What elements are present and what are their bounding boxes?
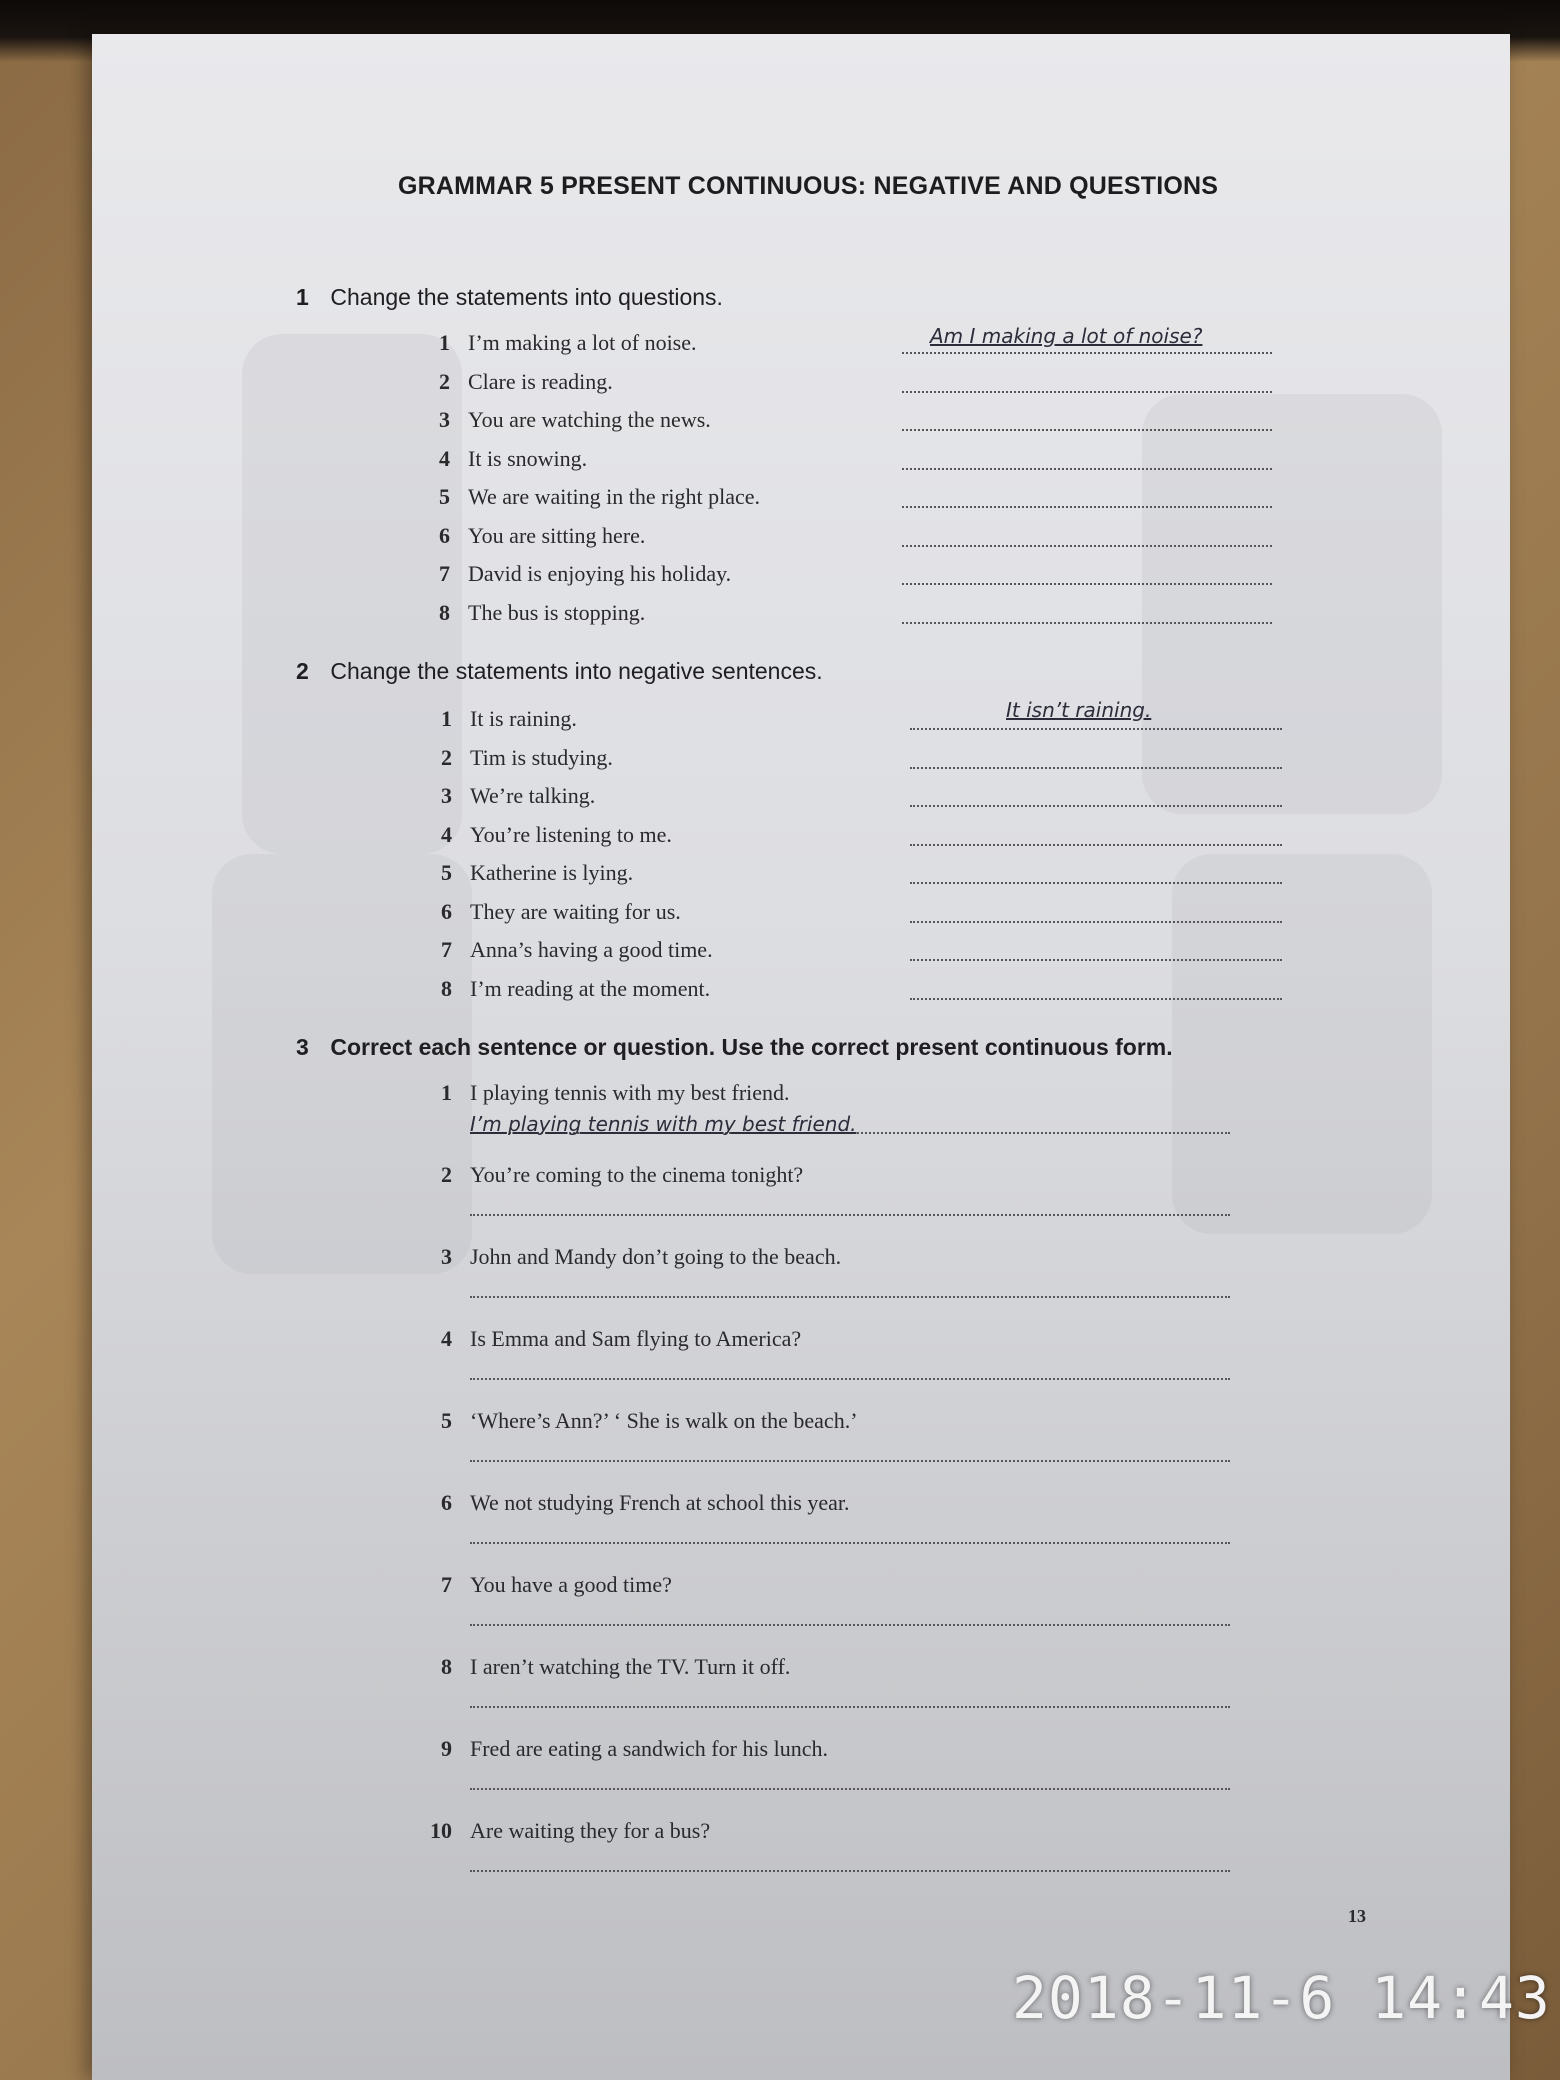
handwritten-answer: Am I making a lot of noise? <box>930 324 1203 348</box>
bleed-through-illustration <box>1142 394 1442 814</box>
answer-line[interactable] <box>470 1460 1230 1462</box>
item-number: 3 <box>441 1244 452 1269</box>
item-number: 5 <box>441 1408 452 1433</box>
item-number: 7 <box>439 561 450 586</box>
item-statement: We not studying French at school this year. <box>470 1490 850 1515</box>
item-number: 6 <box>439 522 450 548</box>
page-title: GRAMMAR 5 PRESENT CONTINUOUS: NEGATIVE AND QUESTIONS <box>398 172 1219 200</box>
page-number: 13 <box>1348 1906 1366 1926</box>
answer-line[interactable] <box>470 1378 1230 1380</box>
item-number: 7 <box>441 937 452 962</box>
section-instruction: Correct each sentence or question. Use the correct present continuous form. <box>330 1034 1173 1060</box>
item-number: 3 <box>439 407 450 432</box>
item-number: 8 <box>441 975 452 1001</box>
item-statement: Tim is studying. <box>470 744 613 770</box>
answer-line[interactable] <box>910 882 1282 884</box>
item-number: 8 <box>441 1654 452 1679</box>
answer-line[interactable] <box>902 622 1272 624</box>
item-number: 4 <box>439 445 450 471</box>
item-number: 4 <box>441 1326 452 1351</box>
item-statement: We are waiting in the right place. <box>468 484 761 509</box>
item-statement: Are waiting they for a bus? <box>470 1818 711 1843</box>
item-statement: You’re coming to the cinema tonight? <box>470 1162 804 1187</box>
answer-line[interactable] <box>910 998 1282 1000</box>
item-statement: You are watching the news. <box>468 407 711 432</box>
item-statement: You’re listening to me. <box>470 821 672 847</box>
section-number: 2 <box>296 658 309 684</box>
section-instruction: Change the statements into questions. <box>330 284 723 310</box>
item-statement: The bus is stopping. <box>468 599 646 625</box>
item-statement: It is snowing. <box>468 445 588 471</box>
answer-line[interactable] <box>470 1214 1230 1216</box>
item-number: 8 <box>439 599 450 625</box>
item-number: 2 <box>441 1162 452 1187</box>
item-statement: David is enjoying his holiday. <box>468 561 732 586</box>
item-statement: Anna’s having a good time. <box>470 937 713 962</box>
answer-line[interactable] <box>470 1788 1230 1790</box>
item-statement: I playing tennis with my best friend. <box>470 1080 790 1105</box>
section-number: 1 <box>296 284 309 310</box>
item-statement: Fred are eating a sandwich for his lunch. <box>470 1736 828 1761</box>
item-statement: I aren’t watching the TV. Turn it off. <box>470 1654 791 1679</box>
answer-line[interactable] <box>902 391 1272 393</box>
item-statement: They are waiting for us. <box>470 898 681 924</box>
section-3-heading <box>296 1034 1396 1061</box>
item-number: 1 <box>441 1080 452 1105</box>
item-number: 6 <box>441 898 452 924</box>
answer-line[interactable] <box>902 506 1272 508</box>
item-statement: You are sitting here. <box>468 522 646 548</box>
section-2-heading <box>296 658 1396 685</box>
answer-line[interactable] <box>910 767 1282 769</box>
item-number: 3 <box>441 783 452 808</box>
answer-line[interactable] <box>902 429 1272 431</box>
answer-line[interactable] <box>470 1542 1230 1544</box>
answer-line[interactable] <box>470 1624 1230 1626</box>
item-statement: Clare is reading. <box>468 368 613 394</box>
item-statement: Is Emma and Sam flying to America? <box>470 1326 802 1351</box>
answer-line[interactable] <box>910 805 1282 807</box>
answer-line[interactable] <box>910 844 1282 846</box>
handwritten-answer: It isn’t raining. <box>1006 698 1152 722</box>
item-number: 2 <box>439 368 450 394</box>
item-number: 6 <box>441 1490 452 1515</box>
answer-line[interactable] <box>470 1870 1230 1872</box>
item-statement: I’m making a lot of noise. <box>468 330 697 355</box>
item-number: 5 <box>441 860 452 885</box>
answer-line[interactable] <box>902 583 1272 585</box>
section-instruction: Change the statements into negative sentences. <box>330 658 823 684</box>
answer-line[interactable] <box>910 959 1282 961</box>
item-number: 7 <box>441 1572 452 1597</box>
item-number: 1 <box>441 706 452 731</box>
item-number: 2 <box>441 744 452 770</box>
answer-line[interactable] <box>470 1706 1230 1708</box>
handwritten-answer: I’m playing tennis with my best friend. <box>470 1112 857 1136</box>
item-statement: ‘Where’s Ann?’ ‘ She is walk on the beach.’ <box>470 1408 858 1433</box>
section-number: 3 <box>296 1034 309 1060</box>
section-1-heading <box>296 284 1396 311</box>
item-statement: Katherine is lying. <box>470 860 634 885</box>
item-number: 1 <box>439 330 450 355</box>
item-number: 10 <box>430 1818 452 1843</box>
item-number: 9 <box>441 1736 452 1761</box>
item-number: 4 <box>441 821 452 847</box>
item-statement: We’re talking. <box>470 783 596 808</box>
answer-line[interactable] <box>470 1296 1230 1298</box>
answer-line[interactable] <box>910 728 1282 730</box>
item-statement: You have a good time? <box>470 1572 672 1597</box>
item-number: 5 <box>439 484 450 509</box>
answer-line[interactable] <box>902 352 1272 354</box>
answer-line[interactable] <box>902 545 1272 547</box>
item-statement: I’m reading at the moment. <box>470 975 711 1001</box>
item-statement: John and Mandy don’t going to the beach. <box>470 1244 842 1269</box>
answer-line[interactable] <box>910 921 1282 923</box>
item-statement: It is raining. <box>470 706 577 731</box>
answer-line[interactable] <box>902 468 1272 470</box>
photo-timestamp: 2018-11-6 14:43 <box>1012 1964 1551 2032</box>
